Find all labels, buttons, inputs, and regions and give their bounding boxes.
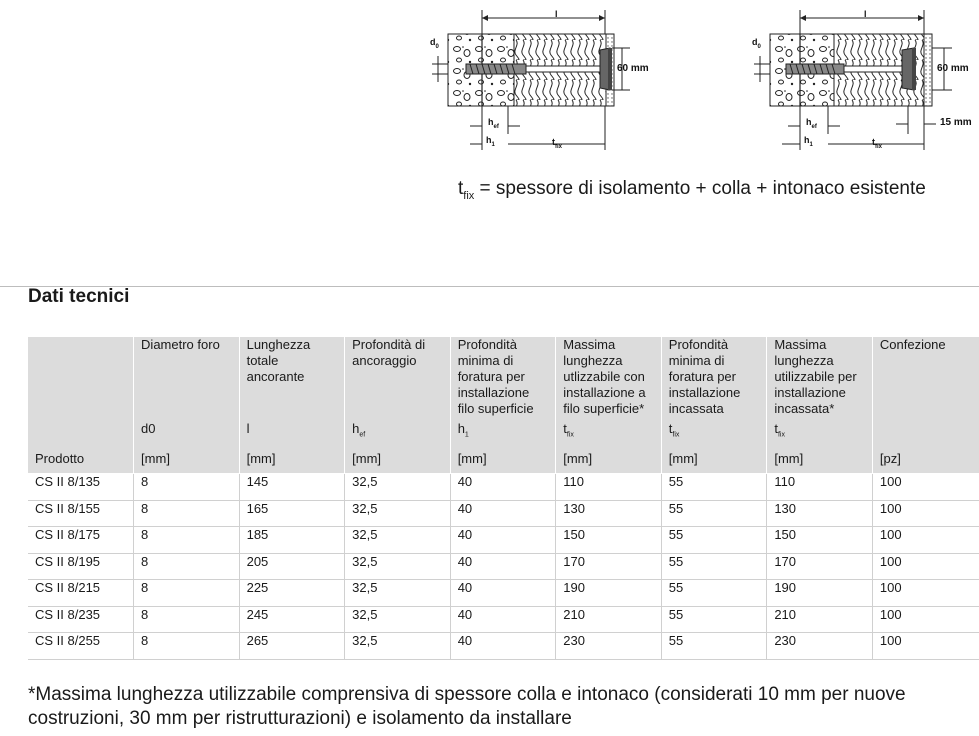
label-drill-depth: $h_1$ <box>486 135 495 148</box>
product-cell: CS II 8/235 <box>28 606 134 633</box>
header-cell: Profondità di ancoraggio <box>345 337 451 417</box>
symbol-cell: $t_{fix}$ <box>767 417 873 448</box>
symbol-cell: $h_{ef}$ <box>345 417 451 448</box>
header-cell: Profondità minima di foratura per installazione incassata <box>661 337 767 417</box>
value-cell: 230 <box>767 633 873 660</box>
unit-cell: [mm] <box>767 448 873 474</box>
installation-diagram-flush <box>430 0 660 160</box>
value-cell: 100 <box>872 580 979 607</box>
table-row <box>28 474 979 501</box>
installation-diagram-recessed <box>752 0 979 160</box>
footnote: *Massima lunghezza utilizzabile comprensiva di spessore colla e intonaco (considerati 10 mm per nuove costruzioni, 30 mm per ristrutturazioni) e isolamento da installare <box>28 684 906 729</box>
product-cell: CS II 8/155 <box>28 500 134 527</box>
header-cell: Lunghezza totale ancorante <box>239 337 345 417</box>
value-cell: 32,5 <box>345 527 451 554</box>
label-length: l <box>555 9 558 19</box>
value-cell: 40 <box>450 580 556 607</box>
product-cell: CS II 8/195 <box>28 553 134 580</box>
value-cell: 55 <box>661 474 767 501</box>
header-cell: Diametro foro <box>134 337 240 417</box>
table-row <box>28 527 979 554</box>
value-cell: 100 <box>872 527 979 554</box>
value-cell: 40 <box>450 606 556 633</box>
unit-cell: [mm] <box>450 448 556 474</box>
value-cell: 32,5 <box>345 474 451 501</box>
value-cell: 100 <box>872 474 979 501</box>
table-row <box>28 633 979 660</box>
value-cell: 55 <box>661 527 767 554</box>
symbol-cell <box>28 417 134 448</box>
label-drill-diameter: $d_0$ <box>752 37 761 50</box>
technical-data-table <box>28 337 979 660</box>
value-cell: 210 <box>556 606 662 633</box>
value-cell: 8 <box>134 527 240 554</box>
value-cell: 55 <box>661 580 767 607</box>
table-symbol-row <box>28 417 979 448</box>
value-cell: 40 <box>450 527 556 554</box>
unit-cell: [pz] <box>872 448 979 474</box>
value-cell: 40 <box>450 633 556 660</box>
unit-cell: [mm] <box>661 448 767 474</box>
label-anchor-depth: $h_{ef}$ <box>806 117 817 130</box>
value-cell: 32,5 <box>345 606 451 633</box>
header-cell: Confezione <box>872 337 979 417</box>
table-unit-row <box>28 448 979 474</box>
value-cell: 190 <box>556 580 662 607</box>
value-cell: 100 <box>872 553 979 580</box>
value-cell: 245 <box>239 606 345 633</box>
value-cell: 110 <box>556 474 662 501</box>
value-cell: 100 <box>872 500 979 527</box>
diagram-recessed-drawing <box>752 0 979 160</box>
value-cell: 8 <box>134 606 240 633</box>
label-drill-depth: $h_1$ <box>804 135 813 148</box>
symbol-cell: $t_{fix}$ <box>661 417 767 448</box>
label-length: l <box>864 9 867 19</box>
value-cell: 32,5 <box>345 553 451 580</box>
value-cell: 55 <box>661 553 767 580</box>
value-cell: 165 <box>239 500 345 527</box>
value-cell: 8 <box>134 633 240 660</box>
product-cell: CS II 8/175 <box>28 527 134 554</box>
diagram-flush-drawing <box>430 0 660 160</box>
value-cell: 55 <box>661 500 767 527</box>
symbol-cell <box>872 417 979 448</box>
value-cell: 205 <box>239 553 345 580</box>
value-cell: 55 <box>661 633 767 660</box>
value-cell: 8 <box>134 500 240 527</box>
label-anchor-depth: $h_{ef}$ <box>488 117 499 130</box>
symbol-cell: d0 <box>134 417 240 448</box>
value-cell: 40 <box>450 553 556 580</box>
label-recess-depth: 15 mm <box>940 117 972 128</box>
label-plate-diameter: 60 mm <box>617 63 649 74</box>
value-cell: 32,5 <box>345 633 451 660</box>
value-cell: 225 <box>239 580 345 607</box>
product-header: Prodotto <box>28 448 134 474</box>
header-cell: Massima lunghezza utilizzabile per installazione incassata* <box>767 337 873 417</box>
value-cell: 100 <box>872 633 979 660</box>
value-cell: 170 <box>556 553 662 580</box>
table-header-row <box>28 337 979 417</box>
value-cell: 230 <box>556 633 662 660</box>
table-row <box>28 500 979 527</box>
unit-cell: [mm] <box>134 448 240 474</box>
product-cell: CS II 8/135 <box>28 474 134 501</box>
value-cell: 8 <box>134 553 240 580</box>
unit-cell: [mm] <box>345 448 451 474</box>
section-divider <box>0 286 979 287</box>
value-cell: 265 <box>239 633 345 660</box>
unit-cell: [mm] <box>239 448 345 474</box>
table-row <box>28 553 979 580</box>
value-cell: 170 <box>767 553 873 580</box>
symbol-cell: $t_{fix}$ <box>556 417 662 448</box>
value-cell: 110 <box>767 474 873 501</box>
label-plate-diameter: 60 mm <box>937 63 969 74</box>
value-cell: 32,5 <box>345 580 451 607</box>
value-cell: 150 <box>767 527 873 554</box>
value-cell: 40 <box>450 474 556 501</box>
label-drill-diameter: $d_0$ <box>430 37 439 50</box>
value-cell: 100 <box>872 606 979 633</box>
unit-cell: [mm] <box>556 448 662 474</box>
table-row <box>28 580 979 607</box>
value-cell: 185 <box>239 527 345 554</box>
value-cell: 8 <box>134 580 240 607</box>
value-cell: 32,5 <box>345 500 451 527</box>
header-cell <box>28 337 134 417</box>
value-cell: 55 <box>661 606 767 633</box>
value-cell: 8 <box>134 474 240 501</box>
value-cell: 130 <box>767 500 873 527</box>
tfix-formula: $t_{fix}$ = spessore di isolamento + colla + intonaco esistente <box>458 178 926 202</box>
symbol-cell: $h_1$ <box>450 417 556 448</box>
value-cell: 130 <box>556 500 662 527</box>
value-cell: 190 <box>767 580 873 607</box>
header-cell: Massima lunghezza utlizzabile con installazione a filo superficie* <box>556 337 662 417</box>
product-cell: CS II 8/255 <box>28 633 134 660</box>
value-cell: 150 <box>556 527 662 554</box>
header-cell: Profondità minima di foratura per installazione filo superficie <box>450 337 556 417</box>
table-row <box>28 606 979 633</box>
section-title: Dati tecnici <box>28 286 130 307</box>
value-cell: 210 <box>767 606 873 633</box>
value-cell: 40 <box>450 500 556 527</box>
symbol-cell: l <box>239 417 345 448</box>
product-cell: CS II 8/215 <box>28 580 134 607</box>
value-cell: 145 <box>239 474 345 501</box>
label-fix-thickness: $t_{fix}$ <box>552 137 563 150</box>
label-fix-thickness: $t_{fix}$ <box>872 137 883 150</box>
